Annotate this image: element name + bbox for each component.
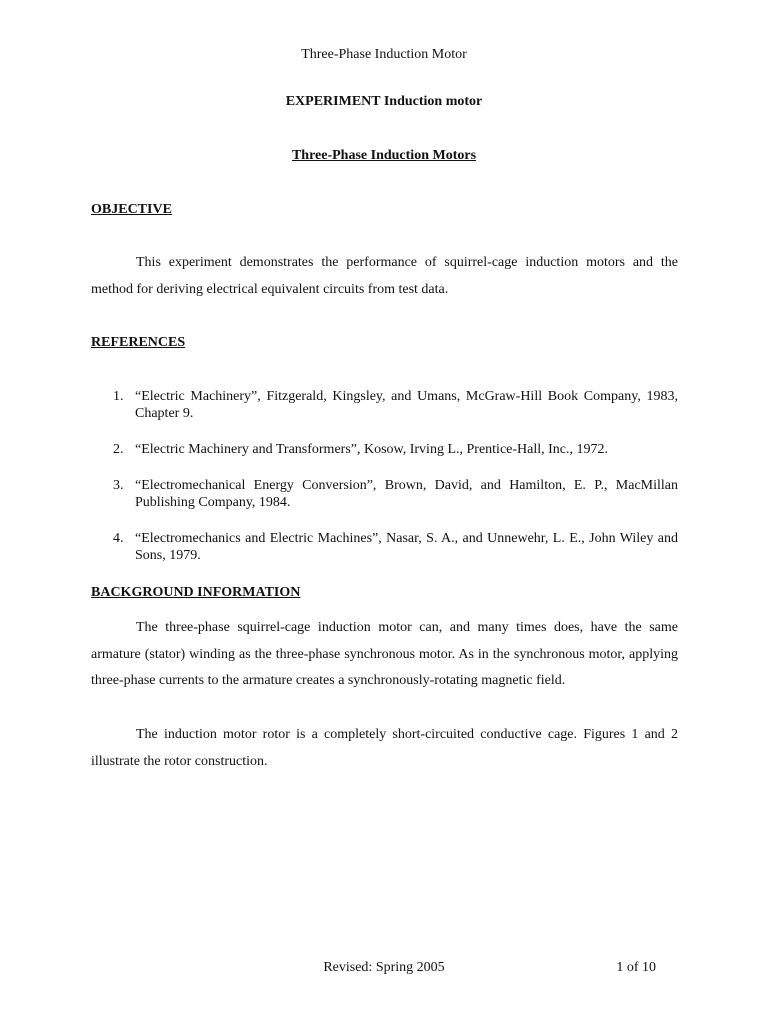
reference-text: “Electromechanical Energy Conversion”, Brown, David, and Hamilton, E. P., MacMillan Publishing Company, 1984. [135, 478, 678, 510]
reference-text: “Electric Machinery”, Fitzgerald, Kingsley, and Umans, McGraw-Hill Book Company, 1983, Chapter 9. [135, 389, 678, 421]
reference-number: 4. [113, 531, 124, 546]
reference-text: “Electric Machinery and Transformers”, Kosow, Irving L., Prentice-Hall, Inc., 1972. [135, 442, 609, 457]
reference-number: 1. [113, 389, 124, 404]
background-heading: BACKGROUND INFORMATION [91, 585, 301, 600]
footer-page-number: 1 of 10 [616, 960, 656, 975]
references-heading: REFERENCES [91, 335, 186, 350]
document-title: Three-Phase Induction Motors [291, 148, 477, 163]
references-list [91, 388, 678, 583]
background-paragraph-2: The induction motor rotor is a completely short-circuited conductive cage. Figures 1 and 2 illustrate the rotor construction. [91, 727, 678, 769]
running-header: Three-Phase Induction Motor [301, 47, 467, 62]
reference-text: “Electromechanics and Electric Machines”, Nasar, S. A., and Unnewehr, L. E., John Wiley and Sons, 1979. [135, 531, 678, 563]
objective-heading: OBJECTIVE [91, 202, 172, 217]
footer-revised: Revised: Spring 2005 [323, 960, 445, 975]
experiment-title: EXPERIMENT Induction motor [285, 94, 483, 109]
reference-item [91, 477, 678, 511]
reference-item [91, 441, 678, 458]
reference-item [91, 388, 678, 422]
reference-number: 2. [113, 442, 124, 457]
reference-number: 3. [113, 478, 124, 493]
reference-item [91, 530, 678, 564]
objective-paragraph: This experiment demonstrates the performance of squirrel-cage induction motors and the method for deriving electrical equivalent circuits from test data. [91, 255, 678, 297]
background-paragraph-1: The three-phase squirrel-cage induction motor can, and many times does, have the same armature (stator) winding as the three-phase synchronous motor. As in the synchronous motor, applying three-phase currents to the armature creates a synchronously-rotating magnetic field. [91, 620, 678, 688]
